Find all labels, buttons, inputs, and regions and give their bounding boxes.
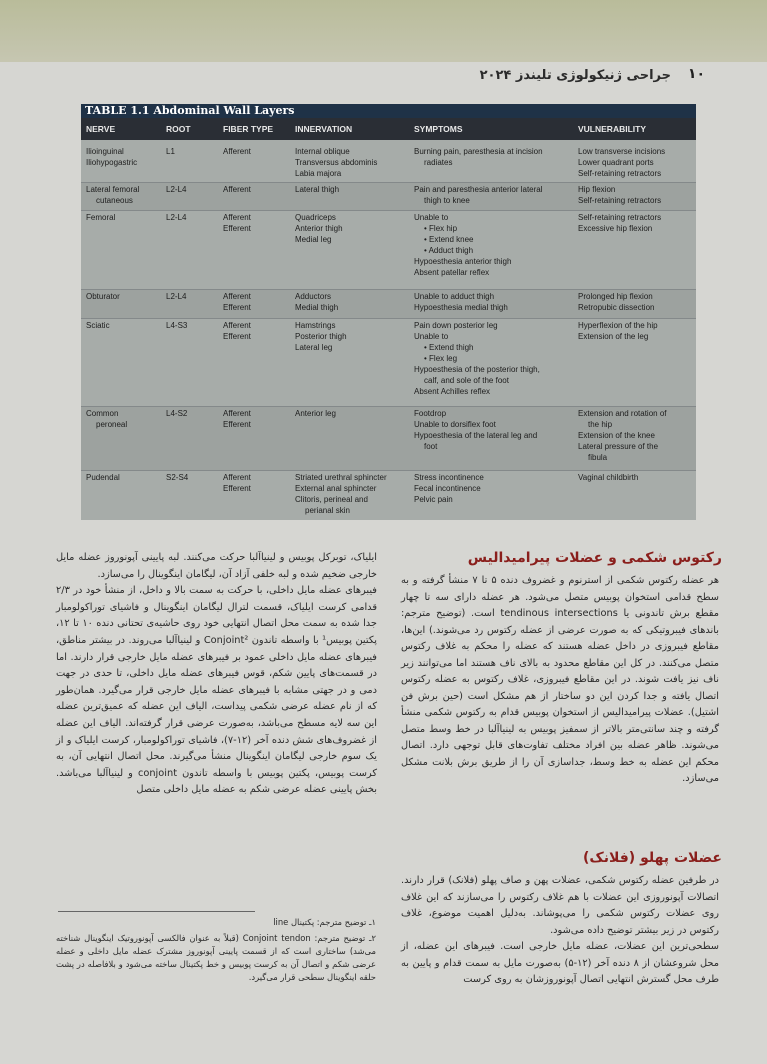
cell-line: Posterior thigh xyxy=(295,332,347,341)
cell-line: Hypoesthesia medial thigh xyxy=(414,303,508,312)
table-cell-vulnerability xyxy=(578,472,638,483)
cell-line: Self-retaining retractors xyxy=(578,196,662,205)
cell-line: Extension and rotation of xyxy=(578,409,667,418)
cell-line: Retropubic dissection xyxy=(578,303,655,312)
cell-line: Afferent xyxy=(223,185,251,194)
cell-line: calf, and sole of the foot xyxy=(424,376,509,385)
cell-line: Sciatic xyxy=(86,321,110,330)
cell-line: Stress incontinence xyxy=(414,473,484,482)
table-cell-vulnerability xyxy=(578,146,665,179)
cell-line: Footdrop xyxy=(414,409,447,418)
cell-line: Efferent xyxy=(223,332,251,341)
cell-line: Absent Achilles reflex xyxy=(414,387,491,396)
cell-line: Unable to xyxy=(414,332,449,341)
table-cell-innervation xyxy=(295,408,336,419)
table-cell-vulnerability xyxy=(578,320,658,342)
left-column-text xyxy=(56,550,377,799)
cell-line: Pudendal xyxy=(86,473,120,482)
cell-line: Iliohypogastric xyxy=(86,158,138,167)
table-cell-innervation xyxy=(295,212,343,245)
table-cell-symptoms xyxy=(414,472,484,505)
table-row xyxy=(81,144,696,182)
row-separator xyxy=(81,210,696,211)
column-header-innervation: INNERVATION xyxy=(295,124,353,134)
cell-line: radiates xyxy=(424,158,453,167)
cell-line: Transversus abdominis xyxy=(295,158,378,167)
table-row xyxy=(81,289,696,318)
cell-line: Medial leg xyxy=(295,235,332,244)
cell-line: Lateral leg xyxy=(295,343,333,352)
cell-line: Self-retaining retractors xyxy=(578,169,662,178)
column-header-symptoms: SYMPTOMS xyxy=(414,124,463,134)
cell-line: Absent patellar reflex xyxy=(414,268,490,277)
table-header-row xyxy=(81,118,696,140)
table-cell-root xyxy=(166,146,175,157)
cell-line: fibula xyxy=(588,453,608,462)
cell-line: • Extend thigh xyxy=(424,343,474,352)
table-cell-root xyxy=(166,184,186,195)
cell-line: Adductors xyxy=(295,292,332,301)
cell-line: Afferent xyxy=(223,147,251,156)
cell-line: Low transverse incisions xyxy=(578,147,666,156)
paragraph: ایلیاک، توبرکل پوبیس و لینیاآلبا حرکت می‌کنند. لبه پایینی آپونوروز عضله مایل خارجی ضخیم شده و لبه خلفی آزاد آن، لیگامان اینگوینال را می‌سازد. xyxy=(56,552,377,580)
cell-line: Labia majora xyxy=(295,169,342,178)
cell-line: the hip xyxy=(588,420,613,429)
running-header-title: جراحی ژنیکولوژی تلیندز ۲۰۲۴ xyxy=(479,68,671,83)
section-heading-flank: عضلات پهلو (فلانک) xyxy=(583,850,722,866)
table-cell-fiber xyxy=(223,291,251,313)
table-cell-symptoms xyxy=(414,212,511,278)
cell-line: Medial thigh xyxy=(295,303,339,312)
cell-line: Clitoris, perineal and xyxy=(295,495,368,504)
cell-line: • Adduct thigh xyxy=(424,246,474,255)
cell-line: Excessive hip flexion xyxy=(578,224,653,233)
row-separator xyxy=(81,406,696,407)
cell-line: Pain down posterior leg xyxy=(414,321,498,330)
table-cell-nerve xyxy=(86,212,115,223)
table-cell-fiber xyxy=(223,472,251,494)
cell-line: perianal skin xyxy=(305,506,350,515)
cell-line: foot xyxy=(424,442,438,451)
cell-line: Femoral xyxy=(86,213,116,222)
cell-line: Efferent xyxy=(223,224,251,233)
cell-line: L1 xyxy=(166,147,175,156)
cell-line: Common xyxy=(86,409,119,418)
table-cell-nerve xyxy=(86,472,120,483)
cell-line: Pelvic pain xyxy=(414,495,453,504)
cell-line: Burning pain, paresthesia at incision xyxy=(414,147,543,156)
right-column-text-2 xyxy=(401,873,719,989)
cell-line: L2-L4 xyxy=(166,185,187,194)
cell-line: peroneal xyxy=(96,420,128,429)
cell-line: cutaneous xyxy=(96,196,133,205)
row-separator xyxy=(81,289,696,290)
table-cell-innervation xyxy=(295,146,377,179)
table-cell-symptoms xyxy=(414,146,543,168)
table-cell-symptoms xyxy=(414,291,508,313)
table-row xyxy=(81,182,696,210)
cell-line: Internal oblique xyxy=(295,147,350,156)
table-cell-fiber xyxy=(223,212,251,234)
cell-line: Hip flexion xyxy=(578,185,616,194)
table-row xyxy=(81,318,696,406)
column-header-nerve: NERVE xyxy=(86,124,116,134)
table-cell-vulnerability xyxy=(578,408,667,463)
cell-line: Unable to adduct thigh xyxy=(414,292,495,301)
cell-line: • Flex leg xyxy=(424,354,458,363)
row-separator xyxy=(81,318,696,319)
cell-line: Quadriceps xyxy=(295,213,336,222)
cell-line: Lateral pressure of the xyxy=(578,442,659,451)
table-cell-nerve xyxy=(86,291,120,302)
cell-line: L4-S3 xyxy=(166,321,188,330)
cell-line: Efferent xyxy=(223,303,251,312)
table-cell-root xyxy=(166,472,188,483)
table-cell-vulnerability xyxy=(578,184,661,206)
cell-line: • Flex hip xyxy=(424,224,458,233)
table-cell-root xyxy=(166,320,187,331)
paragraph: سطحی‌ترین این عضلات، عضله مایل خارجی است. فیبرهای این عضله، از محل شروعشان از ۸ دنده آخر (۱۲-۵) به‌صورت مایل به سمت قدام و پایین به طرف محل گسترش انتهایی اتصال آپونوروزشان به روی کرست xyxy=(401,941,719,985)
cell-line: Vaginal childbirth xyxy=(578,473,639,482)
cell-line: Efferent xyxy=(223,484,251,493)
cell-line: Lateral thigh xyxy=(295,185,340,194)
cell-line: Unable to xyxy=(414,213,449,222)
cell-line: Extension of the knee xyxy=(578,431,655,440)
table-cell-nerve xyxy=(86,320,110,331)
cell-line: Extension of the leg xyxy=(578,332,649,341)
nerve-table xyxy=(81,104,696,520)
cell-line: Afferent xyxy=(223,473,251,482)
table-cell-innervation xyxy=(295,184,339,195)
table-cell-symptoms xyxy=(414,408,537,452)
cell-line: Anterior thigh xyxy=(295,224,343,233)
cell-line: Anterior leg xyxy=(295,409,336,418)
table-cell-nerve xyxy=(86,146,137,168)
footnote-2: ۲ـ توضیح مترجم: Conjoint tendon (قبلاً به عنوان فالکسی آپونوروتیک اینگوینال شناخته می‌شد) ساختاری است که از قسمت پایینی آپونوروز مشترک عضله مایل داخلی و عضله عرضی شکم و اتصال آن به کرست پوبیس و خط پکتینال ساخته می‌شود و بلافاصله در پشت حلقه اینگوینال سطحی قرار می‌گیرد. xyxy=(56,933,376,982)
cell-line: Hamstrings xyxy=(295,321,336,330)
row-separator xyxy=(81,470,696,471)
table-row xyxy=(81,470,696,520)
cell-line: Efferent xyxy=(223,420,251,429)
table-cell-innervation xyxy=(295,291,338,313)
cell-line: thigh to knee xyxy=(424,196,470,205)
cell-line: Pain and paresthesia anterior lateral xyxy=(414,185,543,194)
table-cell-symptoms xyxy=(414,320,540,397)
cell-line: Unable to dorsiflex foot xyxy=(414,420,496,429)
footnote-divider xyxy=(58,911,255,912)
paragraph: هر عضله رکتوس شکمی از استرنوم و غضروف دنده ۵ تا ۷ منشأ گرفته و به سطح قدامی استخوان پوبیس متصل می‌شود. هر عضله دارای سه تا چهار مقطع برش تاندونی یا tendinous intersections است. (توضیح مترجم: باندهای فیبروتیکی که به صورت عرضی از عضله رکتوس رد می‌شوند.) این‌ها، مقاطع فیبروزی در داخل عضله هستند که عضله را محکم به غلاف رکتوس متصل می‌کنند. در کل این مقاطع محدود به بالای ناف هستند اما می‌توانند زیر ناف نیز یافت شوند. در این مقاطع فیبروزی، غلاف رکتوس به عضله رکتوس اتصال یافته و جدا کردن این دو ساختار از هم مشکل است (حین برش فن اشتیل). عضلات پیرامیدالیس از استخوان پوبیس قدام به رکتوس شکمی منشأ گرفته و چند سانتی‌متر بالاتر از سمفیز پوبیس به لینیاآلبا در خط وسط متصل می‌شوند. ظاهر عضله بین افراد مختلف تفاوت‌های قابل توجهی دارد. اتصال محکم این عضله به خط وسط، جداسازی آن را از طریق برش بلانت مشکل می‌سازد. xyxy=(401,575,719,784)
table-cell-nerve xyxy=(86,184,139,206)
cell-line: Obturator xyxy=(86,292,120,301)
cell-line: Prolonged hip flexion xyxy=(578,292,653,301)
table-cell-innervation xyxy=(295,472,387,516)
right-column-text-1 xyxy=(401,573,719,788)
cell-line: Ilioinguinal xyxy=(86,147,124,156)
table-cell-vulnerability xyxy=(578,291,654,313)
cell-line: Lower quadrant ports xyxy=(578,158,654,167)
cell-line: Afferent xyxy=(223,409,251,418)
page-number: ۱۰ xyxy=(687,66,705,82)
paragraph: فیبرهای عضله مایل داخلی، با حرکت به سمت بالا و داخل، از منشأ خود در ۲/۳ قدامی کرست ایلیاک، قسمت لترال لیگامان اینگوینال و فاشیای توراکولومبار جدا شده به سمت محل اتصال انتهایی خود روی حاشیه‌ی تحتانی دنده ۱۰ تا ۱۲، پکتین پوبیس¹ با واسطه تاندون Conjoint² و لینیاآلبا می‌روند. در بیشتر مناطق، فیبرهای عضله مایل داخلی عمود بر فیبرهای عضله مایل خارجی قرار دارند. اما در قسمت‌های پایین شکم، قوس فیبرهای عضله مایل داخلی، تا حدی در جهت دمی و در جهتی مشابه با فیبرهای عضله مایل خارجی قرار می‌گیرد. همان‌طور که از نام عضله عرضی شکمی پیداست، الیاف این عضله که عمیق‌ترین عضله این سه لایه مسطح می‌باشد، به‌صورت عرضی قرار گرفته‌اند. الیاف این عضله از غضروف‌های شش دنده آخر (۱۲-۷)، فاشیای توراکولومبار، کرست ایلیاک و از یک سوم خارجی لیگامان اینگوینال منشأ می‌گیرند. محل اتصال انتهایی آن، به کرست پوبیس، پکتین پوبیس با واسطه تاندون conjoint و لینیاآلبا می‌باشد. بخش پایینی عضله عرضی شکم به عضله مایل داخلی متصل xyxy=(56,585,377,796)
cell-line: L2-L4 xyxy=(166,213,187,222)
column-header-root: ROOT xyxy=(166,124,191,134)
column-header-vulnerability: VULNERABILITY xyxy=(578,124,646,134)
cell-line: Afferent xyxy=(223,321,251,330)
table-row xyxy=(81,210,696,289)
cell-line: Afferent xyxy=(223,292,251,301)
table-title: TABLE 1.1 Abdominal Wall Layers xyxy=(81,104,696,118)
footnote-1: ۱ـ توضیح مترجم: پکتینال line xyxy=(273,917,376,927)
section-heading-rectus: رکتوس شکمی و عضلات پیرامیدالیس xyxy=(467,550,722,566)
table-cell-nerve xyxy=(86,408,127,430)
cell-line: Hypoesthesia of the posterior thigh, xyxy=(414,365,540,374)
paragraph: در طرفین عضله رکتوس شکمی، عضلات پهن و صاف پهلو (فلانک) قرار دارند. اتصالات آپونوروزی این عضلات با هم غلاف رکتوس را می‌سازند که این غلاف روی عضلات رکتوس شکمی را می‌پوشاند. به‌دلیل اهمیت موضوع، غلاف رکتوس در زیر بیشتر توضیح داده می‌شود. xyxy=(401,875,719,936)
cell-line: Lateral femoral xyxy=(86,185,140,194)
table-cell-vulnerability xyxy=(578,212,661,234)
table-cell-root xyxy=(166,291,186,302)
cell-line: Hypoesthesia anterior thigh xyxy=(414,257,512,266)
cell-line: L4-S2 xyxy=(166,409,188,418)
column-header-fiber-type: FIBER TYPE xyxy=(223,124,274,134)
cell-line: Hyperflexion of the hip xyxy=(578,321,658,330)
table-cell-innervation xyxy=(295,320,347,353)
table-cell-fiber xyxy=(223,184,251,195)
cell-line: S2-S4 xyxy=(166,473,189,482)
table-cell-root xyxy=(166,212,186,223)
cell-line: Self-retaining retractors xyxy=(578,213,662,222)
cell-line: Afferent xyxy=(223,213,251,222)
cell-line: Fecal incontinence xyxy=(414,484,481,493)
row-separator xyxy=(81,182,696,183)
table-cell-fiber xyxy=(223,408,251,430)
table-cell-root xyxy=(166,408,187,419)
cell-line: Hypoesthesia of the lateral leg and xyxy=(414,431,538,440)
table-cell-fiber xyxy=(223,320,251,342)
cell-line: • Extend knee xyxy=(424,235,474,244)
cell-line: Striated urethral sphincter xyxy=(295,473,387,482)
table-row xyxy=(81,406,696,470)
table-cell-fiber xyxy=(223,146,251,157)
cell-line: External anal sphincter xyxy=(295,484,377,493)
table-cell-symptoms xyxy=(414,184,543,206)
cell-line: L2-L4 xyxy=(166,292,187,301)
